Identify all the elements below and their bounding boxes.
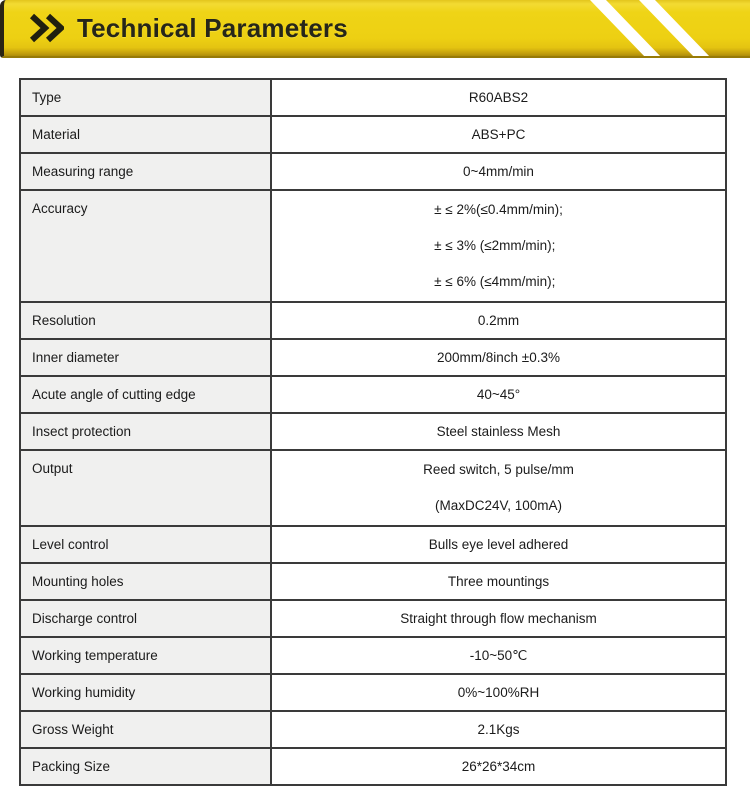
spec-value: 40~45° <box>271 376 726 413</box>
spec-label: Discharge control <box>20 600 271 637</box>
spec-value: Straight through flow mechanism <box>271 600 726 637</box>
spec-value: ABS+PC <box>271 116 726 153</box>
table-row-type <box>20 79 726 116</box>
double-chevron-right-icon <box>28 13 64 43</box>
spec-label: Insect protection <box>20 413 271 450</box>
technical-parameters-table <box>19 78 727 786</box>
table-row-inner-diameter <box>20 339 726 376</box>
spec-value: R60ABS2 <box>271 79 726 116</box>
section-header-banner <box>0 0 750 58</box>
spec-label: Material <box>20 116 271 153</box>
spec-value-line: (MaxDC24V, 100mA) <box>434 498 563 513</box>
spec-label: Resolution <box>20 302 271 339</box>
spec-value: 0.2mm <box>271 302 726 339</box>
spec-value-line: ± ≤ 3% (≤2mm/min); <box>434 238 556 253</box>
table-row-output <box>20 450 726 526</box>
spec-value <box>271 450 726 526</box>
spec-label: Accuracy <box>20 190 271 302</box>
spec-value: Bulls eye level adhered <box>271 526 726 563</box>
spec-value-multiline <box>434 192 563 300</box>
spec-value <box>271 190 726 302</box>
spec-value: Three mountings <box>271 563 726 600</box>
spec-value: 2.1Kgs <box>271 711 726 748</box>
spec-value: 200mm/8inch ±0.3% <box>271 339 726 376</box>
spec-label: Inner diameter <box>20 339 271 376</box>
spec-value: Steel stainless Mesh <box>271 413 726 450</box>
table-row-discharge-control <box>20 600 726 637</box>
spec-label: Gross Weight <box>20 711 271 748</box>
table-row-gross-weight <box>20 711 726 748</box>
spec-value-line: ± ≤ 2%(≤0.4mm/min); <box>434 202 563 217</box>
table-row-working-humidity <box>20 674 726 711</box>
table-row-mounting-holes <box>20 563 726 600</box>
table-row-packing-size <box>20 748 726 785</box>
section-title: Technical Parameters <box>77 12 348 43</box>
spec-label: Measuring range <box>20 153 271 190</box>
table-row-material <box>20 116 726 153</box>
table-row-level-control <box>20 526 726 563</box>
spec-label: Working temperature <box>20 637 271 674</box>
table-row-accuracy <box>20 190 726 302</box>
spec-label: Packing Size <box>20 748 271 785</box>
spec-value: -10~50℃ <box>271 637 726 674</box>
table-row-working-temperature <box>20 637 726 674</box>
spec-value-line: Reed switch, 5 pulse/mm <box>423 462 574 477</box>
table-row-measuring-range <box>20 153 726 190</box>
spec-label: Acute angle of cutting edge <box>20 376 271 413</box>
spec-label: Type <box>20 79 271 116</box>
spec-label: Level control <box>20 526 271 563</box>
spec-label: Output <box>20 450 271 526</box>
table-row-insect-protection <box>20 413 726 450</box>
spec-value-line: ± ≤ 6% (≤4mm/min); <box>434 274 556 289</box>
spec-label: Working humidity <box>20 674 271 711</box>
spec-value: 0%~100%RH <box>271 674 726 711</box>
table-row-resolution <box>20 302 726 339</box>
spec-label: Mounting holes <box>20 563 271 600</box>
spec-value: 0~4mm/min <box>271 153 726 190</box>
spec-value: 26*26*34cm <box>271 748 726 785</box>
table-row-acute-angle <box>20 376 726 413</box>
